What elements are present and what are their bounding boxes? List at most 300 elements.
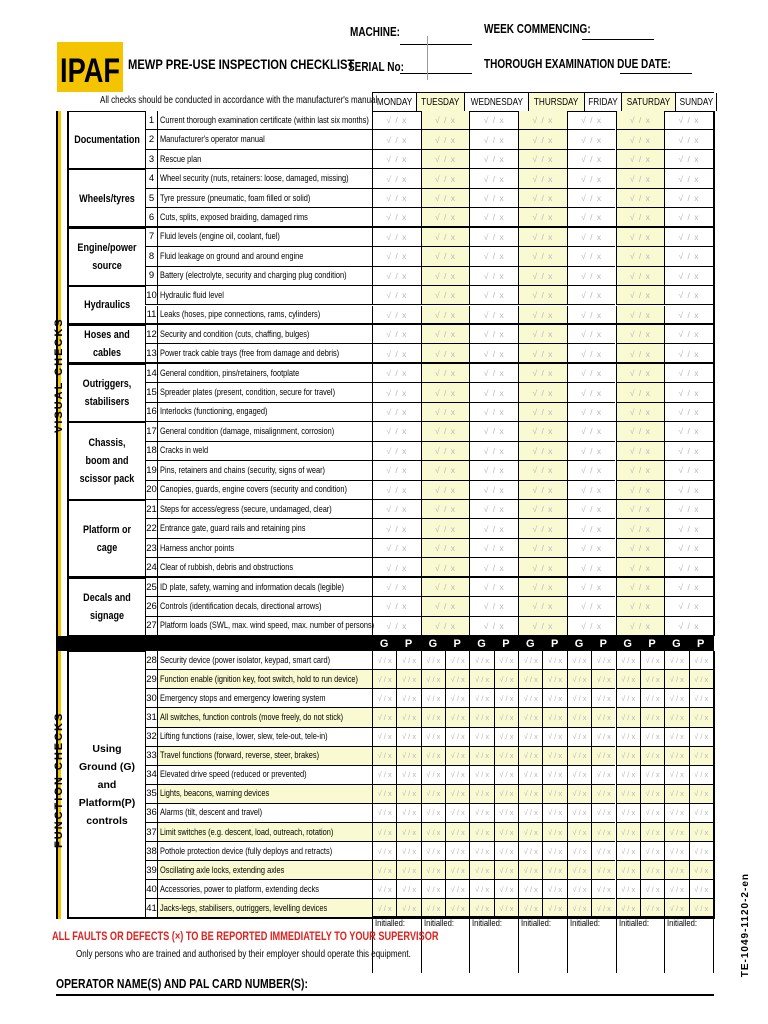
check-cell[interactable]: [518, 150, 567, 169]
check-cell[interactable]: [591, 804, 615, 823]
check-cell[interactable]: [518, 880, 542, 899]
check-cell[interactable]: [445, 766, 469, 785]
check-cell[interactable]: [689, 804, 713, 823]
check-cell[interactable]: [469, 842, 493, 861]
check-cell[interactable]: [372, 880, 396, 899]
check-cell[interactable]: [469, 247, 518, 266]
check-cell[interactable]: [469, 804, 493, 823]
check-cell[interactable]: [372, 519, 421, 538]
check-cell[interactable]: [469, 747, 493, 766]
check-cell[interactable]: [469, 500, 518, 519]
check-cell[interactable]: [518, 689, 542, 708]
check-cell[interactable]: [372, 228, 421, 247]
check-cell[interactable]: [372, 861, 396, 880]
check-cell[interactable]: [616, 519, 665, 538]
check-cell[interactable]: [616, 286, 665, 305]
check-cell[interactable]: [494, 823, 518, 842]
check-cell[interactable]: [421, 208, 470, 227]
check-cell[interactable]: [567, 578, 616, 597]
check-cell[interactable]: [421, 403, 470, 422]
check-cell[interactable]: [591, 651, 615, 670]
check-cell[interactable]: [518, 823, 542, 842]
check-cell[interactable]: [372, 403, 421, 422]
check-cell[interactable]: [469, 461, 518, 480]
check-cell[interactable]: [469, 364, 518, 383]
initialled-cell[interactable]: [518, 917, 567, 973]
check-cell[interactable]: [616, 539, 665, 558]
week-commencing-field[interactable]: [582, 39, 654, 40]
check-cell[interactable]: [445, 689, 469, 708]
check-cell[interactable]: [567, 766, 591, 785]
check-cell[interactable]: [421, 539, 470, 558]
check-cell[interactable]: [616, 728, 640, 747]
check-cell[interactable]: [567, 539, 616, 558]
check-cell[interactable]: [372, 804, 396, 823]
check-cell[interactable]: [640, 785, 664, 804]
check-cell[interactable]: [664, 383, 713, 402]
check-cell[interactable]: [689, 880, 713, 899]
check-cell[interactable]: [664, 481, 713, 500]
check-cell[interactable]: [664, 500, 713, 519]
check-cell[interactable]: [469, 728, 493, 747]
check-cell[interactable]: [664, 708, 688, 727]
check-cell[interactable]: [518, 461, 567, 480]
initialled-cell[interactable]: [469, 917, 518, 973]
check-cell[interactable]: [518, 500, 567, 519]
check-cell[interactable]: [396, 670, 420, 689]
check-cell[interactable]: [567, 708, 591, 727]
check-cell[interactable]: [421, 228, 470, 247]
check-cell[interactable]: [518, 228, 567, 247]
check-cell[interactable]: [567, 208, 616, 227]
check-cell[interactable]: [640, 880, 664, 899]
check-cell[interactable]: [616, 228, 665, 247]
check-cell[interactable]: [421, 461, 470, 480]
check-cell[interactable]: [567, 597, 616, 616]
check-cell[interactable]: [567, 617, 616, 636]
check-cell[interactable]: [494, 766, 518, 785]
check-cell[interactable]: [469, 539, 518, 558]
check-cell[interactable]: [567, 442, 616, 461]
check-cell[interactable]: [616, 267, 665, 286]
check-cell[interactable]: [640, 804, 664, 823]
check-cell[interactable]: [445, 670, 469, 689]
check-cell[interactable]: [421, 823, 445, 842]
check-cell[interactable]: [372, 422, 421, 441]
check-cell[interactable]: [421, 651, 445, 670]
check-cell[interactable]: [469, 286, 518, 305]
check-cell[interactable]: [396, 880, 420, 899]
check-cell[interactable]: [664, 403, 713, 422]
check-cell[interactable]: [469, 325, 518, 344]
check-cell[interactable]: [664, 597, 713, 616]
check-cell[interactable]: [421, 861, 445, 880]
check-cell[interactable]: [396, 842, 420, 861]
check-cell[interactable]: [372, 208, 421, 227]
check-cell[interactable]: [542, 823, 566, 842]
check-cell[interactable]: [372, 617, 421, 636]
check-cell[interactable]: [591, 823, 615, 842]
check-cell[interactable]: [518, 519, 567, 538]
check-cell[interactable]: [372, 597, 421, 616]
check-cell[interactable]: [689, 823, 713, 842]
check-cell[interactable]: [372, 306, 421, 325]
check-cell[interactable]: [518, 651, 542, 670]
check-cell[interactable]: [518, 558, 567, 577]
check-cell[interactable]: [421, 383, 470, 402]
check-cell[interactable]: [396, 728, 420, 747]
initialled-cell[interactable]: [567, 917, 616, 973]
check-cell[interactable]: [445, 747, 469, 766]
check-cell[interactable]: [542, 766, 566, 785]
check-cell[interactable]: [567, 500, 616, 519]
check-cell[interactable]: [518, 247, 567, 266]
check-cell[interactable]: [616, 111, 665, 130]
check-cell[interactable]: [567, 651, 591, 670]
check-cell[interactable]: [494, 689, 518, 708]
operator-name-field[interactable]: [56, 994, 714, 996]
check-cell[interactable]: [664, 247, 713, 266]
check-cell[interactable]: [664, 189, 713, 208]
check-cell[interactable]: [518, 539, 567, 558]
check-cell[interactable]: [421, 617, 470, 636]
check-cell[interactable]: [518, 111, 567, 130]
check-cell[interactable]: [421, 150, 470, 169]
thorough-exam-field[interactable]: [620, 73, 692, 74]
check-cell[interactable]: [494, 708, 518, 727]
check-cell[interactable]: [469, 169, 518, 188]
check-cell[interactable]: [616, 689, 640, 708]
check-cell[interactable]: [494, 842, 518, 861]
check-cell[interactable]: [469, 442, 518, 461]
check-cell[interactable]: [372, 842, 396, 861]
check-cell[interactable]: [689, 728, 713, 747]
check-cell[interactable]: [616, 344, 665, 363]
check-cell[interactable]: [518, 344, 567, 363]
check-cell[interactable]: [421, 880, 445, 899]
check-cell[interactable]: [664, 578, 713, 597]
check-cell[interactable]: [689, 747, 713, 766]
check-cell[interactable]: [421, 747, 445, 766]
check-cell[interactable]: [640, 670, 664, 689]
check-cell[interactable]: [664, 169, 713, 188]
check-cell[interactable]: [567, 364, 616, 383]
check-cell[interactable]: [640, 708, 664, 727]
check-cell[interactable]: [396, 823, 420, 842]
check-cell[interactable]: [616, 708, 640, 727]
check-cell[interactable]: [372, 130, 421, 149]
check-cell[interactable]: [567, 247, 616, 266]
check-cell[interactable]: [469, 130, 518, 149]
check-cell[interactable]: [421, 500, 470, 519]
check-cell[interactable]: [664, 766, 688, 785]
check-cell[interactable]: [518, 670, 542, 689]
check-cell[interactable]: [494, 861, 518, 880]
check-cell[interactable]: [494, 651, 518, 670]
check-cell[interactable]: [616, 422, 665, 441]
check-cell[interactable]: [469, 766, 493, 785]
check-cell[interactable]: [518, 617, 567, 636]
check-cell[interactable]: [591, 728, 615, 747]
check-cell[interactable]: [396, 651, 420, 670]
check-cell[interactable]: [664, 804, 688, 823]
check-cell[interactable]: [421, 422, 470, 441]
check-cell[interactable]: [445, 708, 469, 727]
check-cell[interactable]: [372, 747, 396, 766]
check-cell[interactable]: [616, 208, 665, 227]
check-cell[interactable]: [616, 130, 665, 149]
check-cell[interactable]: [469, 422, 518, 441]
check-cell[interactable]: [372, 247, 421, 266]
check-cell[interactable]: [469, 558, 518, 577]
check-cell[interactable]: [445, 785, 469, 804]
check-cell[interactable]: [421, 247, 470, 266]
check-cell[interactable]: [567, 403, 616, 422]
check-cell[interactable]: [421, 766, 445, 785]
check-cell[interactable]: [616, 325, 665, 344]
check-cell[interactable]: [567, 267, 616, 286]
check-cell[interactable]: [542, 785, 566, 804]
check-cell[interactable]: [567, 111, 616, 130]
check-cell[interactable]: [616, 785, 640, 804]
check-cell[interactable]: [689, 651, 713, 670]
check-cell[interactable]: [567, 228, 616, 247]
check-cell[interactable]: [542, 842, 566, 861]
check-cell[interactable]: [445, 728, 469, 747]
check-cell[interactable]: [396, 708, 420, 727]
check-cell[interactable]: [469, 519, 518, 538]
check-cell[interactable]: [421, 130, 470, 149]
check-cell[interactable]: [372, 558, 421, 577]
check-cell[interactable]: [469, 880, 493, 899]
check-cell[interactable]: [664, 823, 688, 842]
check-cell[interactable]: [372, 651, 396, 670]
check-cell[interactable]: [421, 111, 470, 130]
check-cell[interactable]: [518, 208, 567, 227]
check-cell[interactable]: [372, 708, 396, 727]
check-cell[interactable]: [664, 422, 713, 441]
check-cell[interactable]: [372, 383, 421, 402]
check-cell[interactable]: [372, 500, 421, 519]
check-cell[interactable]: [664, 861, 688, 880]
check-cell[interactable]: [567, 169, 616, 188]
check-cell[interactable]: [689, 861, 713, 880]
check-cell[interactable]: [542, 689, 566, 708]
check-cell[interactable]: [567, 804, 591, 823]
check-cell[interactable]: [469, 651, 493, 670]
check-cell[interactable]: [469, 150, 518, 169]
check-cell[interactable]: [421, 364, 470, 383]
check-cell[interactable]: [664, 689, 688, 708]
check-cell[interactable]: [518, 481, 567, 500]
check-cell[interactable]: [518, 189, 567, 208]
check-cell[interactable]: [372, 461, 421, 480]
check-cell[interactable]: [421, 578, 470, 597]
check-cell[interactable]: [372, 539, 421, 558]
check-cell[interactable]: [616, 306, 665, 325]
check-cell[interactable]: [494, 670, 518, 689]
check-cell[interactable]: [664, 747, 688, 766]
check-cell[interactable]: [664, 785, 688, 804]
check-cell[interactable]: [616, 364, 665, 383]
check-cell[interactable]: [567, 785, 591, 804]
check-cell[interactable]: [469, 578, 518, 597]
check-cell[interactable]: [445, 861, 469, 880]
check-cell[interactable]: [421, 708, 445, 727]
check-cell[interactable]: [591, 766, 615, 785]
check-cell[interactable]: [591, 708, 615, 727]
check-cell[interactable]: [518, 130, 567, 149]
check-cell[interactable]: [542, 708, 566, 727]
check-cell[interactable]: [567, 519, 616, 538]
check-cell[interactable]: [689, 670, 713, 689]
check-cell[interactable]: [664, 558, 713, 577]
check-cell[interactable]: [567, 861, 591, 880]
check-cell[interactable]: [445, 842, 469, 861]
check-cell[interactable]: [664, 617, 713, 636]
check-cell[interactable]: [518, 708, 542, 727]
machine-field[interactable]: [400, 44, 472, 45]
check-cell[interactable]: [372, 286, 421, 305]
check-cell[interactable]: [616, 169, 665, 188]
check-cell[interactable]: [616, 747, 640, 766]
check-cell[interactable]: [567, 150, 616, 169]
check-cell[interactable]: [421, 728, 445, 747]
check-cell[interactable]: [567, 823, 591, 842]
check-cell[interactable]: [421, 842, 445, 861]
check-cell[interactable]: [567, 670, 591, 689]
check-cell[interactable]: [616, 578, 665, 597]
check-cell[interactable]: [518, 597, 567, 616]
check-cell[interactable]: [469, 267, 518, 286]
check-cell[interactable]: [542, 804, 566, 823]
check-cell[interactable]: [616, 247, 665, 266]
check-cell[interactable]: [372, 670, 396, 689]
initialled-cell[interactable]: [421, 917, 470, 973]
check-cell[interactable]: [664, 111, 713, 130]
initialled-cell[interactable]: [664, 917, 713, 973]
check-cell[interactable]: [567, 842, 591, 861]
check-cell[interactable]: [640, 651, 664, 670]
check-cell[interactable]: [445, 880, 469, 899]
check-cell[interactable]: [567, 422, 616, 441]
check-cell[interactable]: [616, 651, 640, 670]
check-cell[interactable]: [689, 785, 713, 804]
check-cell[interactable]: [469, 383, 518, 402]
check-cell[interactable]: [372, 189, 421, 208]
check-cell[interactable]: [445, 651, 469, 670]
check-cell[interactable]: [372, 823, 396, 842]
check-cell[interactable]: [372, 442, 421, 461]
check-cell[interactable]: [469, 403, 518, 422]
check-cell[interactable]: [640, 823, 664, 842]
check-cell[interactable]: [421, 169, 470, 188]
check-cell[interactable]: [396, 785, 420, 804]
check-cell[interactable]: [372, 325, 421, 344]
check-cell[interactable]: [421, 689, 445, 708]
check-cell[interactable]: [372, 785, 396, 804]
initialled-cell[interactable]: [616, 917, 665, 973]
check-cell[interactable]: [469, 861, 493, 880]
check-cell[interactable]: [518, 578, 567, 597]
check-cell[interactable]: [616, 150, 665, 169]
check-cell[interactable]: [664, 364, 713, 383]
check-cell[interactable]: [664, 325, 713, 344]
check-cell[interactable]: [372, 267, 421, 286]
check-cell[interactable]: [372, 766, 396, 785]
check-cell[interactable]: [518, 286, 567, 305]
check-cell[interactable]: [421, 804, 445, 823]
check-cell[interactable]: [616, 804, 640, 823]
check-cell[interactable]: [567, 344, 616, 363]
check-cell[interactable]: [372, 689, 396, 708]
check-cell[interactable]: [469, 785, 493, 804]
check-cell[interactable]: [518, 842, 542, 861]
check-cell[interactable]: [372, 150, 421, 169]
check-cell[interactable]: [469, 344, 518, 363]
check-cell[interactable]: [689, 842, 713, 861]
check-cell[interactable]: [567, 689, 591, 708]
check-cell[interactable]: [518, 728, 542, 747]
check-cell[interactable]: [518, 169, 567, 188]
check-cell[interactable]: [469, 689, 493, 708]
check-cell[interactable]: [616, 617, 665, 636]
check-cell[interactable]: [469, 617, 518, 636]
check-cell[interactable]: [664, 228, 713, 247]
check-cell[interactable]: [396, 766, 420, 785]
check-cell[interactable]: [518, 267, 567, 286]
check-cell[interactable]: [567, 286, 616, 305]
check-cell[interactable]: [518, 383, 567, 402]
check-cell[interactable]: [664, 306, 713, 325]
check-cell[interactable]: [664, 344, 713, 363]
check-cell[interactable]: [664, 880, 688, 899]
check-cell[interactable]: [542, 747, 566, 766]
check-cell[interactable]: [616, 861, 640, 880]
check-cell[interactable]: [518, 785, 542, 804]
check-cell[interactable]: [664, 442, 713, 461]
check-cell[interactable]: [372, 578, 421, 597]
check-cell[interactable]: [445, 804, 469, 823]
check-cell[interactable]: [640, 842, 664, 861]
check-cell[interactable]: [664, 842, 688, 861]
check-cell[interactable]: [664, 150, 713, 169]
check-cell[interactable]: [664, 130, 713, 149]
check-cell[interactable]: [469, 228, 518, 247]
check-cell[interactable]: [664, 651, 688, 670]
check-cell[interactable]: [664, 461, 713, 480]
check-cell[interactable]: [421, 481, 470, 500]
check-cell[interactable]: [396, 689, 420, 708]
check-cell[interactable]: [518, 442, 567, 461]
check-cell[interactable]: [640, 728, 664, 747]
check-cell[interactable]: [421, 785, 445, 804]
check-cell[interactable]: [469, 189, 518, 208]
check-cell[interactable]: [664, 539, 713, 558]
check-cell[interactable]: [664, 267, 713, 286]
check-cell[interactable]: [469, 208, 518, 227]
serial-field[interactable]: [400, 73, 472, 74]
initialled-cell[interactable]: [372, 917, 421, 973]
check-cell[interactable]: [567, 130, 616, 149]
check-cell[interactable]: [567, 880, 591, 899]
check-cell[interactable]: [469, 670, 493, 689]
check-cell[interactable]: [664, 728, 688, 747]
check-cell[interactable]: [591, 861, 615, 880]
check-cell[interactable]: [421, 597, 470, 616]
check-cell[interactable]: [469, 823, 493, 842]
check-cell[interactable]: [542, 880, 566, 899]
